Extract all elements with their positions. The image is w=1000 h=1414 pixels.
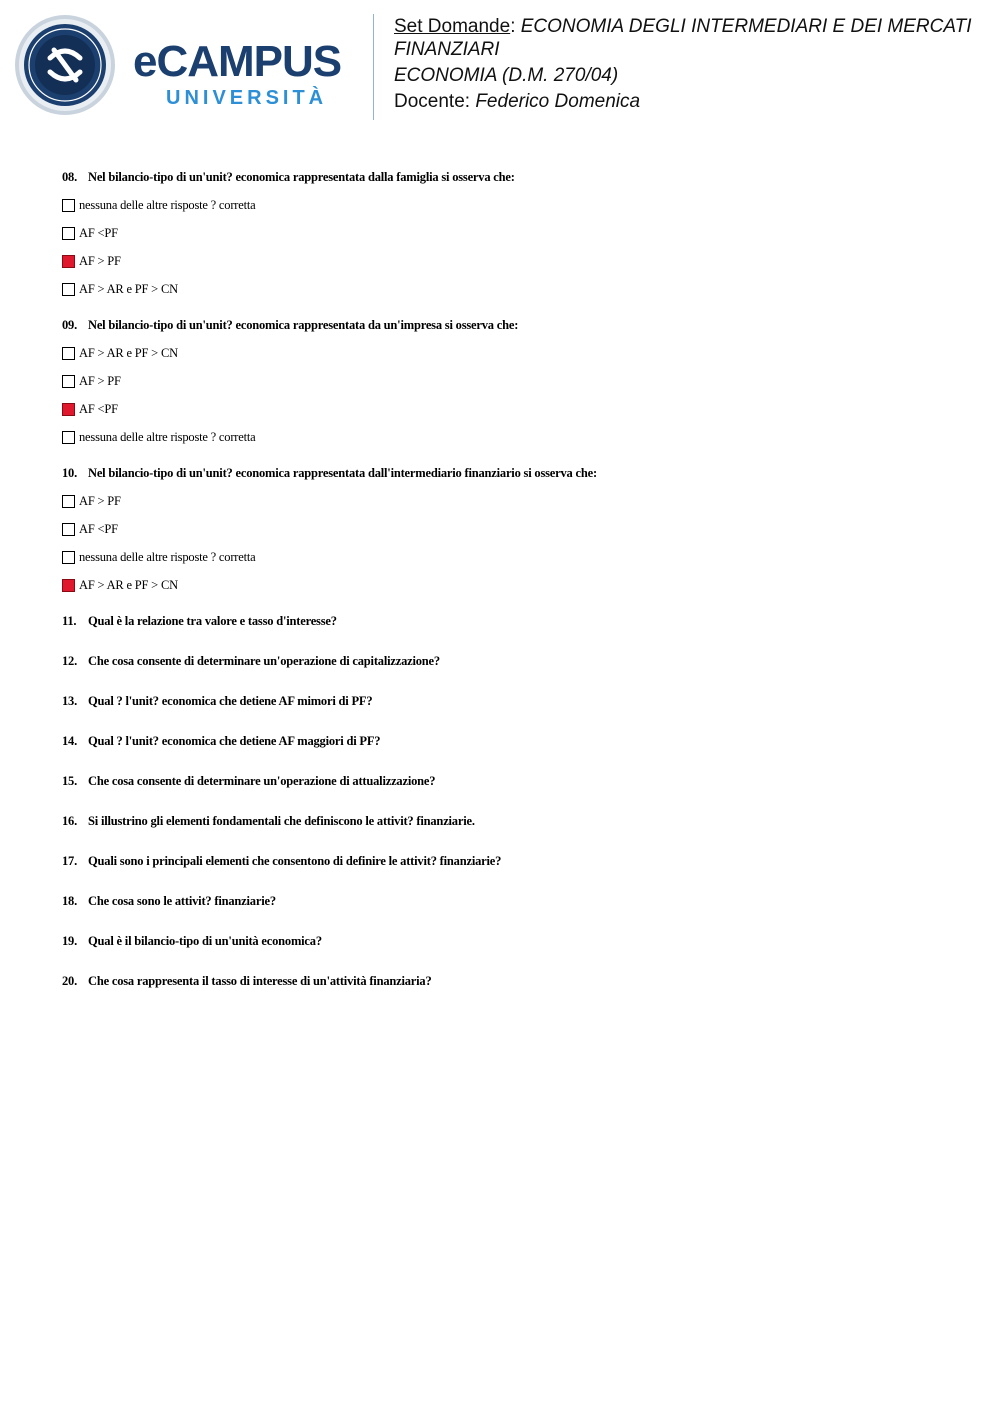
- question-text: Nel bilancio-tipo di un'unit? economica rappresentata dall'intermediario finanziario si osserva che:: [88, 466, 597, 480]
- answer-option[interactable]: [62, 367, 962, 395]
- checkbox[interactable]: [62, 551, 75, 564]
- teacher-line: [394, 90, 984, 113]
- option-label: AF > AR e PF > CN: [79, 345, 178, 360]
- option-label: AF > PF: [79, 253, 121, 268]
- header-info: [394, 15, 984, 116]
- checkbox[interactable]: [62, 523, 75, 536]
- question-text: Nel bilancio-tipo di un'unit? economica rappresentata da un'impresa si osserva che:: [88, 318, 519, 332]
- checkbox[interactable]: [62, 347, 75, 360]
- open-question: [62, 813, 962, 853]
- question-number: 18.: [62, 894, 78, 908]
- open-question: [62, 933, 962, 973]
- answer-option[interactable]: [62, 571, 962, 599]
- answer-option[interactable]: [62, 423, 962, 451]
- checkbox[interactable]: [62, 283, 75, 296]
- answer-option[interactable]: [62, 191, 962, 219]
- question-number: 13.: [62, 694, 78, 708]
- university-seal-logo: [14, 14, 116, 116]
- option-label: AF <PF: [79, 225, 118, 240]
- open-question: [62, 973, 962, 1013]
- logo-subtitle: UNIVERSITÀ: [166, 87, 328, 109]
- option-label: nessuna delle altre risposte ? corretta: [79, 549, 256, 564]
- checkbox-checked[interactable]: [62, 403, 75, 416]
- checkbox[interactable]: [62, 495, 75, 508]
- checkbox-checked[interactable]: [62, 255, 75, 268]
- question-number: 14.: [62, 734, 78, 748]
- question-text: Che cosa consente di determinare un'operazione di attualizzazione?: [88, 774, 436, 788]
- question-block: [62, 465, 962, 599]
- checkbox[interactable]: [62, 431, 75, 444]
- set-domande-line: Set Domande: ECONOMIA DEGLI INTERMEDIARI E DEI MERCATI FINANZIARI: [394, 16, 972, 60]
- answer-option[interactable]: [62, 487, 962, 515]
- question-title: [62, 465, 962, 481]
- question-number: 11.: [62, 614, 77, 628]
- teacher-name: Federico Domenica: [475, 91, 641, 112]
- checkbox[interactable]: [62, 227, 75, 240]
- question-block: [62, 317, 962, 451]
- question-text: Che cosa rappresenta il tasso di interesse di un'attività finanziaria?: [88, 974, 432, 988]
- question-text: Che cosa sono le attivit? finanziarie?: [88, 894, 276, 908]
- set-label: Set Domande: [394, 16, 511, 37]
- question-text: Qual è la relazione tra valore e tasso d'interesse?: [88, 614, 337, 628]
- option-label: AF > AR e PF > CN: [79, 577, 178, 592]
- question-text: Che cosa consente di determinare un'operazione di capitalizzazione?: [88, 654, 440, 668]
- option-label: nessuna delle altre risposte ? corretta: [79, 197, 256, 212]
- open-question: [62, 853, 962, 893]
- question-number: 17.: [62, 854, 78, 868]
- open-question: [62, 733, 962, 773]
- open-question: [62, 693, 962, 733]
- open-question: [62, 613, 962, 653]
- option-label: AF <PF: [79, 521, 118, 536]
- option-label: AF <PF: [79, 401, 118, 416]
- question-number: 19.: [62, 934, 78, 948]
- question-number: 16.: [62, 814, 78, 828]
- question-text: Qual è il bilancio-tipo di un'unità economica?: [88, 934, 322, 948]
- checkbox-checked[interactable]: [62, 579, 75, 592]
- header-divider: [373, 14, 374, 120]
- question-text: Quali sono i principali elementi che consentono di definire le attivit? finanziarie?: [88, 854, 502, 868]
- question-text: Nel bilancio-tipo di un'unit? economica rappresentata dalla famiglia si osserva che:: [88, 170, 515, 184]
- answer-option[interactable]: [62, 275, 962, 303]
- answer-option[interactable]: [62, 515, 962, 543]
- question-text: Qual ? l'unit? economica che detiene AF mimori di PF?: [88, 694, 373, 708]
- question-number: 08.: [62, 170, 78, 184]
- question-text: Si illustrino gli elementi fondamentali che definiscono le attivit? finanziarie.: [88, 814, 475, 828]
- teacher-label: Docente:: [394, 91, 471, 112]
- question-number: 20.: [62, 974, 78, 988]
- option-label: nessuna delle altre risposte ? corretta: [79, 429, 256, 444]
- checkbox[interactable]: [62, 375, 75, 388]
- answer-option[interactable]: [62, 219, 962, 247]
- question-title: [62, 317, 962, 333]
- set-value: ECONOMIA DEGLI INTERMEDIARI E DEI MERCATI FINANZIARI: [394, 16, 972, 60]
- question-number: 10.: [62, 466, 78, 480]
- question-text: Qual ? l'unit? economica che detiene AF maggiori di PF?: [88, 734, 381, 748]
- page-header: [0, 0, 1000, 130]
- question-number: 12.: [62, 654, 78, 668]
- answer-option[interactable]: [62, 247, 962, 275]
- open-question: [62, 773, 962, 813]
- option-label: AF > AR e PF > CN: [79, 281, 178, 296]
- question-number: 15.: [62, 774, 78, 788]
- option-label: AF > PF: [79, 373, 121, 388]
- answer-option[interactable]: [62, 339, 962, 367]
- question-number: 09.: [62, 318, 78, 332]
- checkbox[interactable]: [62, 199, 75, 212]
- question-title: [62, 169, 962, 185]
- course-name: ECONOMIA (D.M. 270/04): [394, 65, 619, 86]
- option-label: AF > PF: [79, 493, 121, 508]
- answer-option[interactable]: [62, 543, 962, 571]
- questions-content: [62, 169, 962, 1013]
- open-question: [62, 893, 962, 933]
- answer-option[interactable]: [62, 395, 962, 423]
- question-block: [62, 169, 962, 303]
- open-question: [62, 653, 962, 693]
- logo-wordmark: eCAMPUS: [133, 37, 342, 86]
